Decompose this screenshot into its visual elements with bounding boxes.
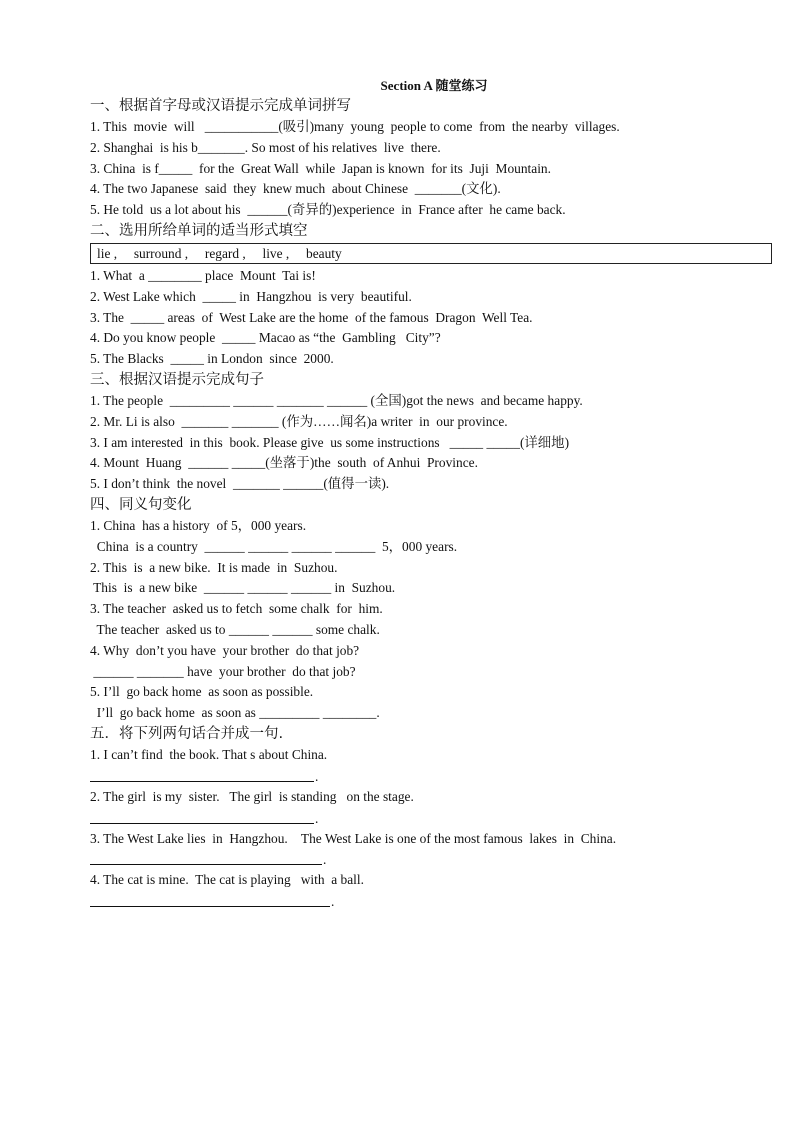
exercise-item: 3. China is f_____ for the Great Wall while Japan is known for its Juji Mountain. [90,160,551,176]
exercise-item: 4. The two Japanese said they knew much about Chinese _______(文化). [90,181,501,197]
exercise-item: 2. The girl is my sister. The girl is standing on the stage. [90,788,414,804]
section-heading: 四、同义句变化 [90,496,192,513]
section-heading: 五．将下列两句话合并成一句. [90,725,284,742]
exercise-item: 3. I am interested in this book. Please give us some instructions _____ _____(详细地) [90,434,570,450]
exercise-item: 2. This is a new bike. It is made in Suzhou. [90,559,338,575]
exercise-item: China is a country ______ ______ ______ ______ 5，000 years. [90,538,458,554]
exercise-item: 5. He told us a lot about his ______(奇异的)experience in France after he came back. [90,202,566,218]
word-bank-box: lie , surround , regard , live , beauty [90,243,772,264]
exercise-item: 5. The Blacks _____ in London since 2000. [90,351,334,367]
section-4 [90,495,772,724]
exercise-item: 1. The people _________ ______ _______ ______ (全国)got the news and became happy. [90,392,583,408]
exercise-item: 4. Mount Huang ______ _____(坐落于)the south of Anhui Province. [90,455,478,471]
exercise-item: This is a new bike ______ ______ ______ in Suzhou. [90,580,396,596]
exercise-item: 5. I don’t think the novel _______ ______(值得一读). [90,476,390,492]
section-heading: 一、根据首字母或汉语提示完成单词拼写 [90,98,351,114]
answer-blank[interactable]: . [90,766,772,787]
exercise-item: 1. This movie will ___________(吸引)many young people to come from the nearby villages. [90,119,620,134]
exercise-item: 5. I’ll go back home as soon as possible. [90,684,314,700]
exercise-item: 3. The _____ areas of West Lake are the home of the famous Dragon Well Tea. [90,309,533,325]
section-heading: 三、根据汉语提示完成句子 [90,371,264,388]
section-2 [90,221,772,370]
exercise-item: 4. The cat is mine. The cat is playing with a ball. [90,872,364,888]
exercise-item: The teacher asked us to ______ ______ some chalk. [90,621,380,637]
exercise-item: I’ll go back home as soon as _________ ________. [90,705,380,721]
exercise-item: 1. China has a history of 5，000 years. [90,517,307,533]
worksheet-page [90,76,772,912]
section-3 [90,370,772,495]
exercise-item: 2. Mr. Li is also _______ _______ (作为……闻名)a writer in our province. [90,413,508,429]
exercise-item: ______ _______ have your brother do that job? [90,663,356,679]
exercise-item: 2. West Lake which _____ in Hangzhou is very beautiful. [90,288,412,304]
page-title: Section A 随堂练习 [380,78,488,93]
section-5 [90,724,772,912]
section-1 [90,96,772,221]
exercise-item: 4. Do you know people _____ Macao as “the Gambling City”? [90,330,441,346]
exercise-item: 3. The West Lake lies in Hangzhou. The West Lake is one of the most famous lakes in China. [90,830,617,846]
answer-blank[interactable]: . [90,849,772,870]
exercise-item: 1. What a ________ place Mount Tai is! [90,267,316,283]
exercise-item: 2. Shanghai is his b_______. So most of his relatives live there. [90,139,441,155]
answer-blank[interactable]: . [90,891,772,912]
answer-blank[interactable]: . [90,808,772,829]
exercise-item: 3. The teacher asked us to fetch some chalk for him. [90,601,383,617]
exercise-item: 1. I can’t find the book. That s about China. [90,746,328,762]
exercise-item: 4. Why don’t you have your brother do that job? [90,642,360,658]
section-heading: 二、选用所给单词的适当形式填空 [90,222,308,239]
